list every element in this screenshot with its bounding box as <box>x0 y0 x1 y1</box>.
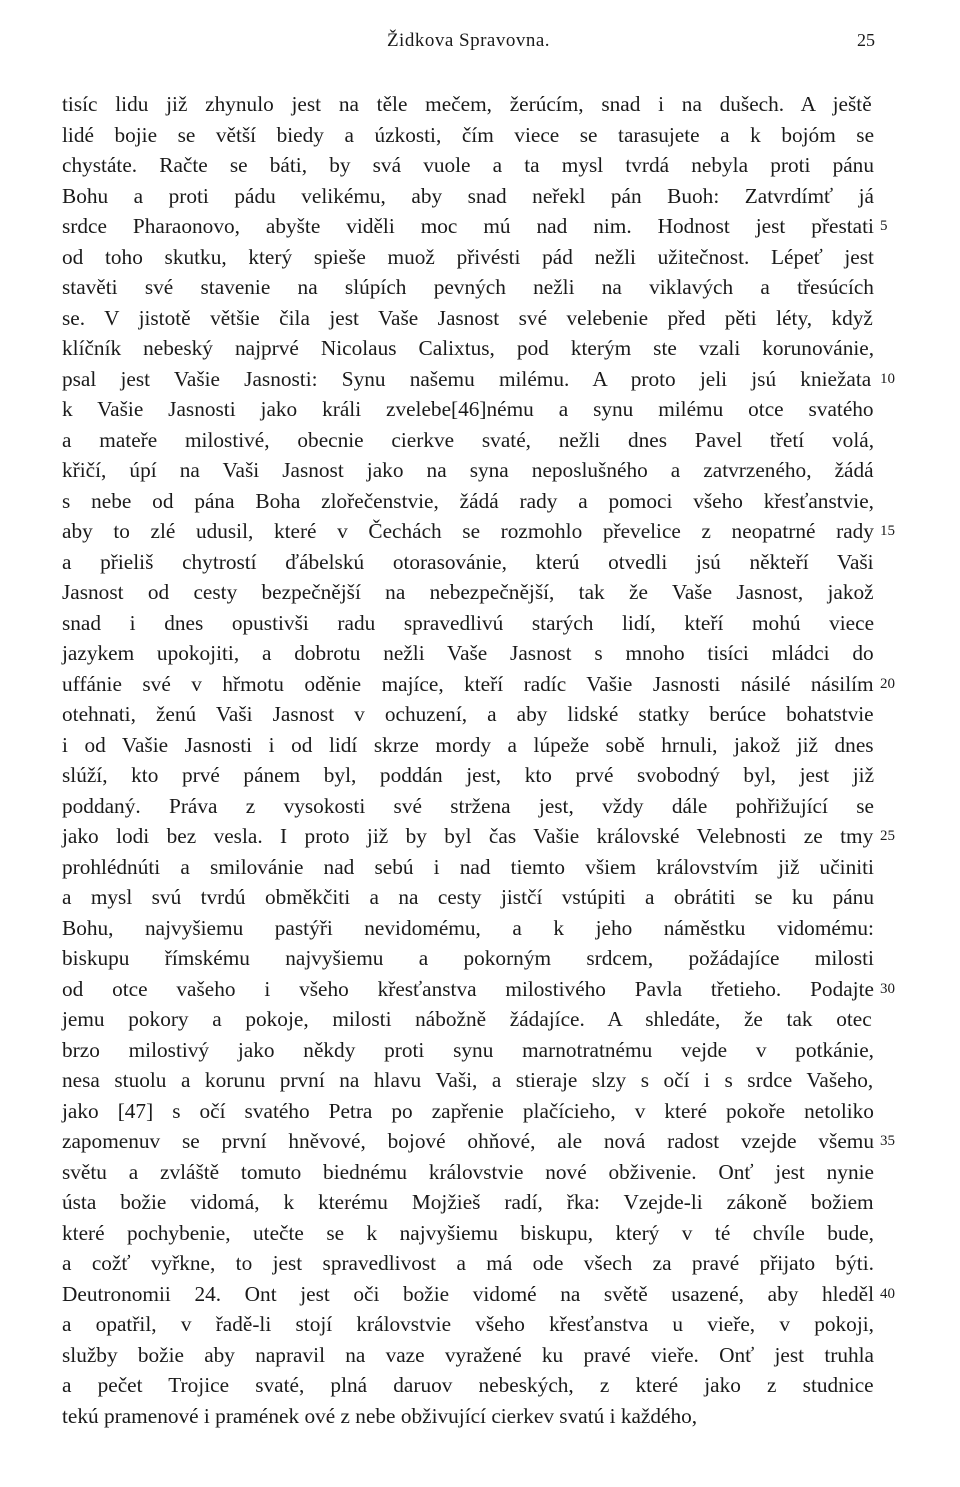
text-line: od otce vašeho i všeho křesťanstva milostivého Pavla třetieho. Podajte <box>62 976 874 1001</box>
text-line: prohlédnúti a smilovánie nad sebú i nad tiemto všiem královstvím již učiniti <box>62 854 874 879</box>
text-line: nesa stuolu a korunu první na hlavu Vaši, a stieraje slzy s očí i s srdce Vašeho, <box>62 1068 874 1092</box>
line-number: 10 <box>880 370 895 387</box>
line-number: 20 <box>880 675 895 692</box>
text-line: služby božie aby napravil na vaze vyražené ku pravé vieře. Onť jest truhla <box>62 1342 874 1367</box>
line-number: 30 <box>880 980 895 997</box>
text-line: a přieliš chytrostí ďábelskú otorasovánie, kterú otvedli jsú někteří Vaši <box>62 549 874 574</box>
text-line: snad i dnes opustivši radu spravedlivú starých lidí, kteří mohú viece <box>62 610 875 635</box>
text-line: a mateře milostivé, obecnie cierkve svaté, nežli dnes Pavel třetí volá, <box>62 427 875 452</box>
text-line: tisíc lidu již zhynulo jest na těle mečem, žerúcím, snad i na dušech. A ještě <box>62 92 872 116</box>
line-number: 40 <box>880 1285 895 1302</box>
text-line: křičí, úpí na Vaši Jasnost jako na syna neposlušného a zatvrzeného, žádá <box>62 458 874 482</box>
text-line: Deutronomii 24. Ont jest oči božie vidomé na světě usazené, aby hleděl <box>62 1281 875 1306</box>
text-line: a mysl svú tvrdú obměkčiti a na cesty jistčí vstúpiti a obrátiti se ku pánu <box>62 885 874 909</box>
text-line: ústa božie vidomá, k kterému Mojžieš radí, řka: Vzejde-li zákoně božiem <box>62 1190 874 1214</box>
text-line: slúží, kto prvé pánem byl, poddán jest, kto prvé svobodný byl, jest již <box>62 763 875 787</box>
text-line: zapomenuv se první hněvové, bojové ohňové, ale nová radost vzejde všemu <box>62 1129 874 1153</box>
body-text <box>62 89 874 1431</box>
text-line: Jasnost od cesty bezpečnější na nebezpečnější, tak že Vaše Jasnost, jakož <box>62 580 874 604</box>
text-line: jazykem upokojiti, a dobrotu nežli Vaše Jasnost s mnoho tisíci mládci do <box>62 641 874 665</box>
text-line: jako lodi bez vesla. I proto již by byl čas Vašie královské Velebnosti ze tmy <box>62 824 874 848</box>
text-line: a cožť vyřkne, to jest spravedlivost a má ode všech za pravé přijato býti. <box>62 1251 874 1275</box>
running-title: Židkova Spravovna. <box>386 30 551 51</box>
text-line: jemu pokory a pokoje, milosti nábožně žádajíce. A shledáte, že tak otec <box>62 1007 872 1031</box>
running-head <box>62 30 875 56</box>
text-line: srdce Pharaonovo, abyšte viděli moc mú nad nim. Hodnost jest přestati <box>62 214 874 238</box>
text-line: Bohu a proti pádu velikému, aby snad neřekl pán Buoh: Zatvrdímť já <box>62 183 874 208</box>
text-line: brzo milostivý jako někdy proti synu marnotratnému vejde v potkánie, <box>62 1037 874 1062</box>
text-line: k Vašie Jasnosti jako králi zvelebe[46]nému a synu milému otce svatého <box>62 397 874 421</box>
text-line: psal jest Vašie Jasnosti: Synu našemu milému. A proto jeli jsú kniežata <box>62 366 872 391</box>
text-line: a pečet Trojice svaté, plná daruov nebeských, z které jako z studnice <box>62 1373 874 1397</box>
text-line: Bohu, najvyšiemu pastýři nevidomému, a k jeho náměstku vidomému: <box>62 915 874 940</box>
text-line: biskupu římskému najvyšiemu a pokorným srdcem, požádajíce milosti <box>62 946 874 970</box>
line-number-gutter <box>880 89 920 1431</box>
text-line: od toho skutku, který spieše muož přivésti pád nežli užitečnost. Lépeť jest <box>62 244 874 269</box>
text-line: lidé bojie se větší biedy a úzkosti, čím viece se tarasujete a k bojóm se <box>62 122 875 147</box>
text-line: se. V jistotě většie čila jest Vaše Jasnost své velebenie před pěti léty, když <box>62 305 873 330</box>
text-line: světu a zvláště tomuto biednému královstvie nové obživenie. Onť jest nynie <box>62 1159 874 1184</box>
text-line: s nebe od pána Boha zlořečenstvie, žádá rady a pomoci všeho křesťanstvie, <box>62 488 874 513</box>
text-line: otehnati, ženú Vaši Jasnost v ochuzení, a aby lidské statky berúce bohatstvie <box>62 702 874 726</box>
text-line: i od Vašie Jasnosti i od lidí skrze mordy a lúpeže sobě hrnuli, jakož již dnes <box>62 732 874 757</box>
line-number: 25 <box>880 828 895 844</box>
text-line: tekú pramenové i pramének ové z nebe obživující cierkev svatú i každého, <box>62 1403 698 1428</box>
text-line: aby to zlé udusil, které v Čechách se rozmohlo převelice z neopatrné rady <box>62 519 874 543</box>
line-number: 35 <box>880 1133 895 1149</box>
text-line: chystáte. Račte se báti, by svá vuole a ta mysl tvrdá nebyla proti pánu <box>62 153 874 177</box>
page-number: 25 <box>857 30 875 50</box>
text-line: poddaný. Práva z vysokosti své stržena jest, vždy dále pohřižující se <box>62 793 874 818</box>
text-line: které pochybenie, utečte se k najvyšiemu biskupu, který v té chvíle bude, <box>62 1220 874 1245</box>
line-number: 15 <box>880 523 895 539</box>
text-line: klíčník nebeský najprvé Nicolaus Calixtus, pod kterým ste vzali korunovánie, <box>62 336 875 360</box>
text-line: stavěti své stavenie na slúpích pevných nežli na viklavých a třesúcích <box>62 275 874 299</box>
text-line: jako [47] s očí svatého Petra po zapřenie plačícieho, v které pokoře netoliko <box>62 1098 874 1123</box>
text-line: a opatřil, v řadě-li stojí královstvie všeho křesťanstva u vieře, v pokoji, <box>62 1312 874 1336</box>
text-line: uffánie své v hřmotu oděnie majíce, kteří radíc Vašie Jasnosti násilé násilím <box>62 671 874 696</box>
line-number: 5 <box>880 218 888 234</box>
